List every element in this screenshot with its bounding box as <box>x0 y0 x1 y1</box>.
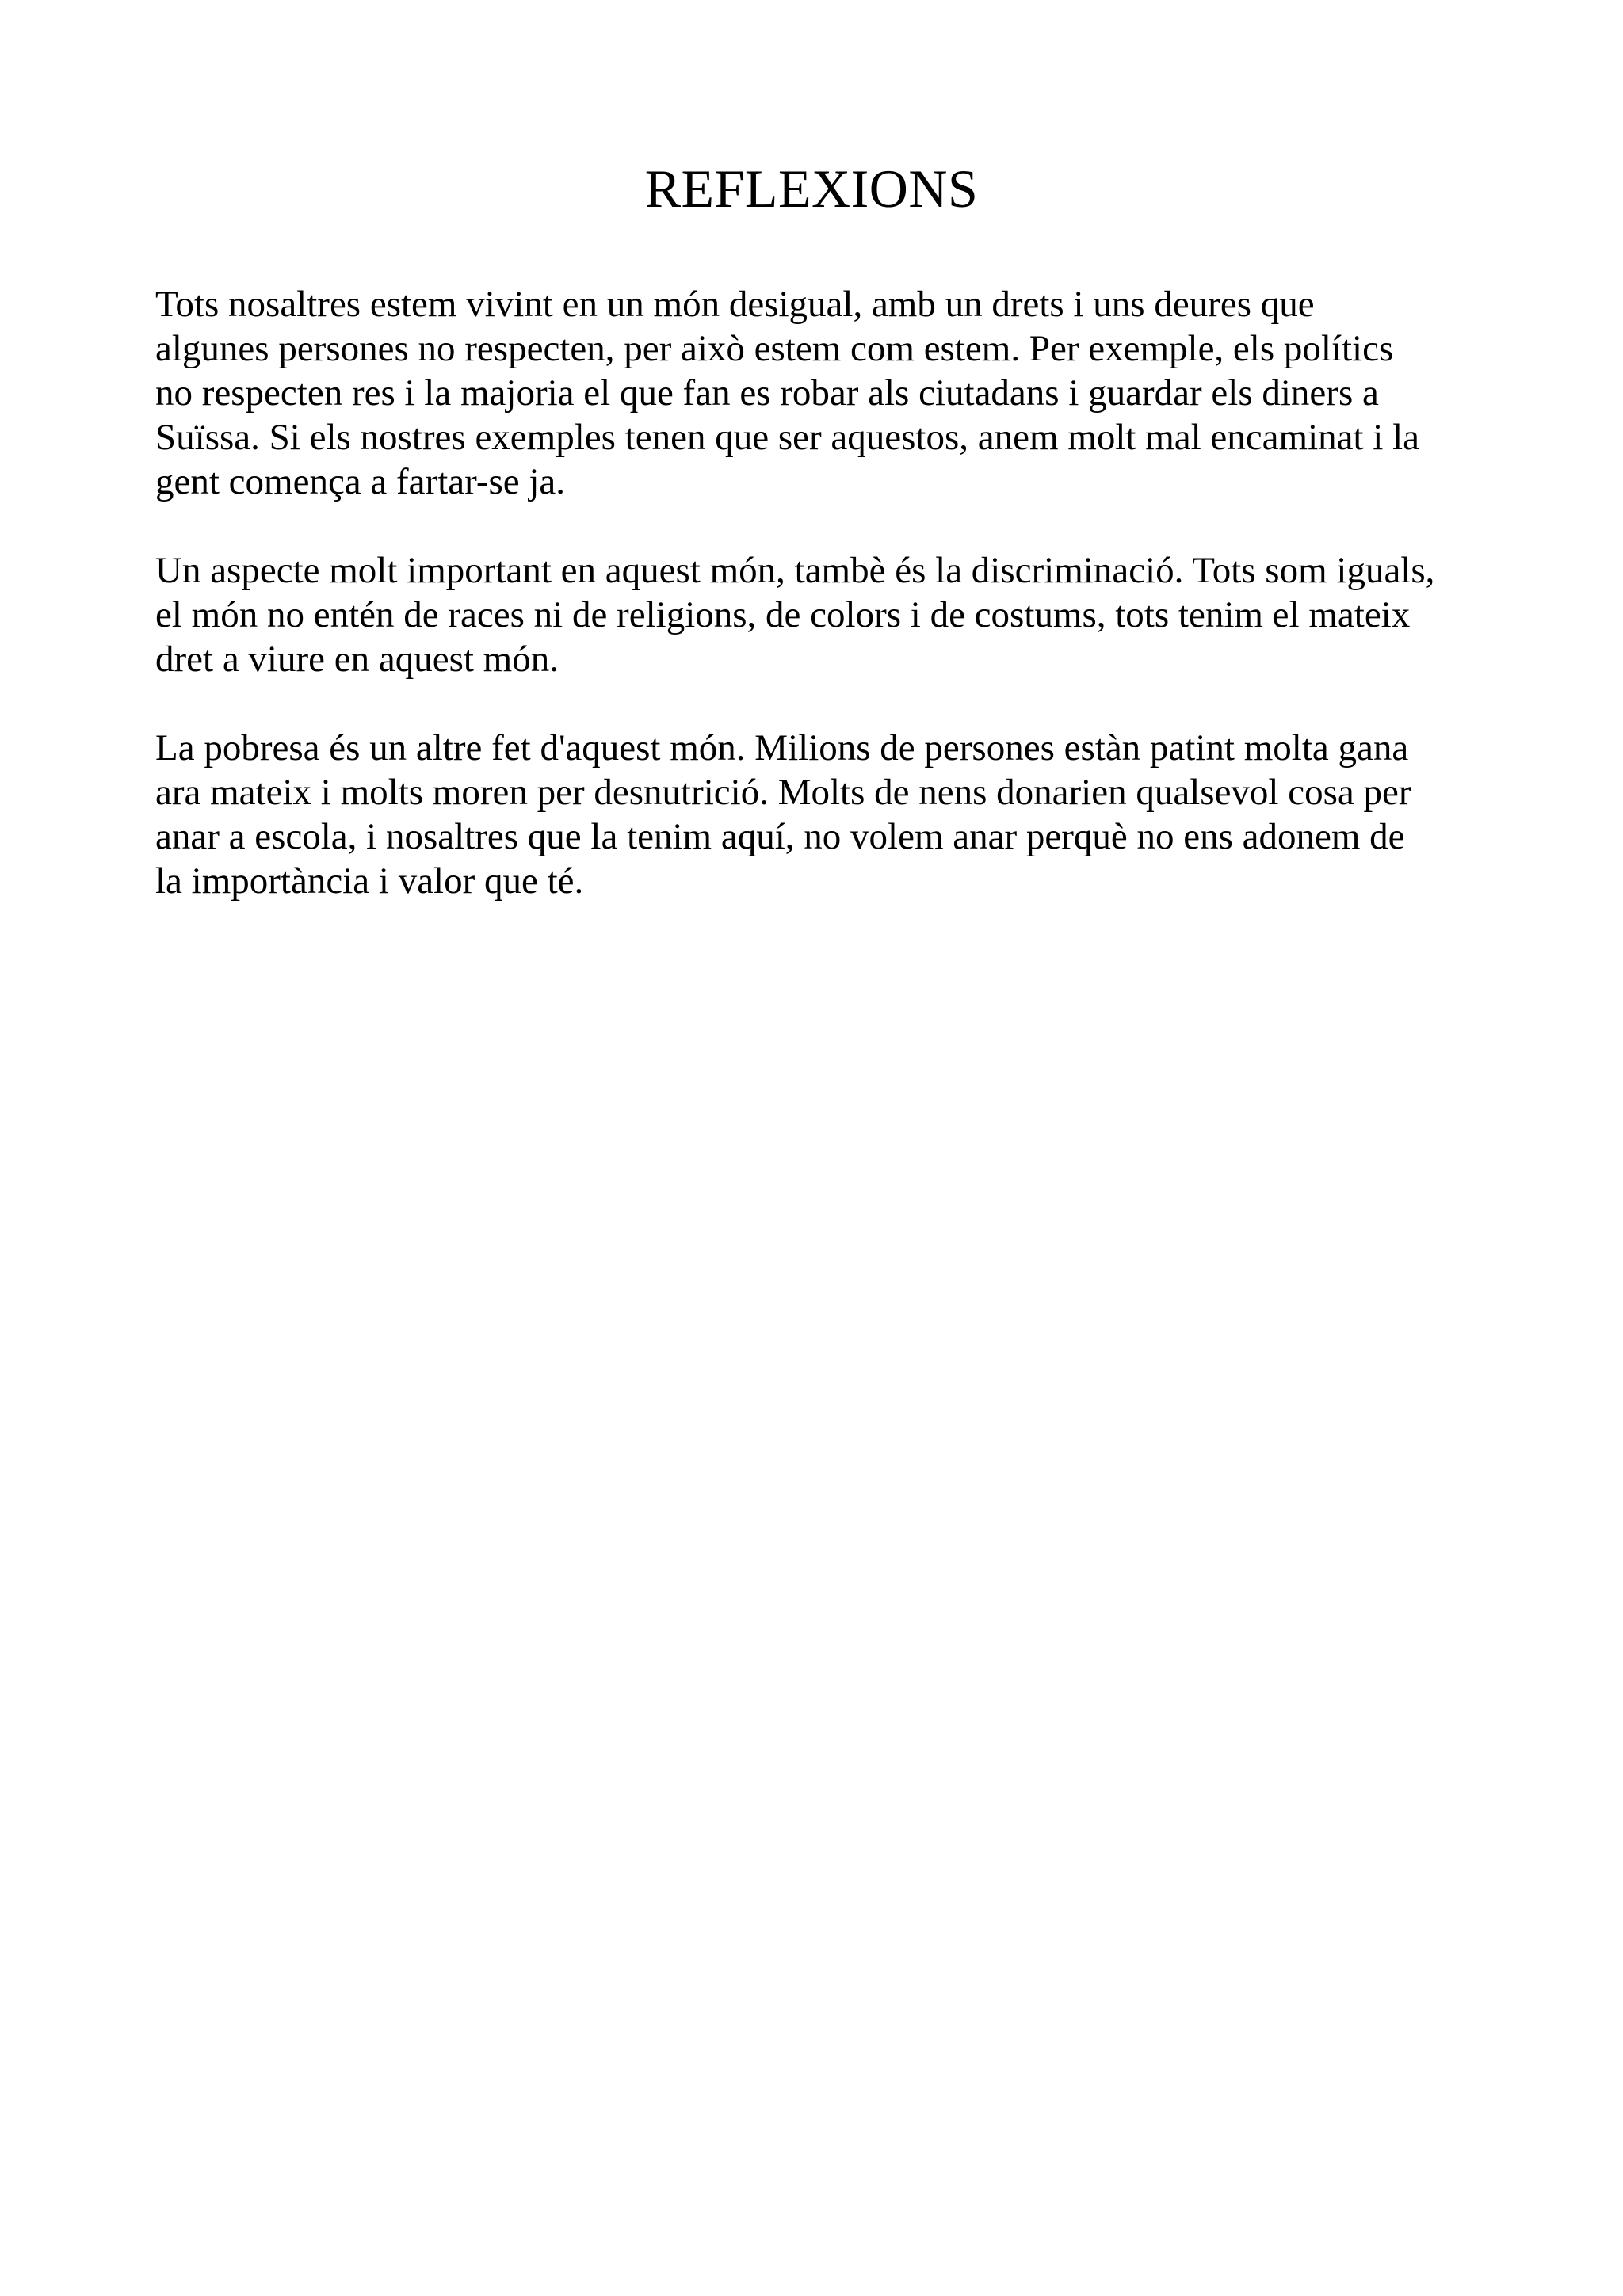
paragraph-line: gent comença a fartar-se ja. <box>155 461 566 502</box>
paragraph-line: el món no entén de races ni de religions, de colors i de costums, tots tenim el mateix <box>155 594 1411 635</box>
paragraph-2 <box>155 548 1503 681</box>
paragraph-line: dret a viure en aquest món. <box>155 639 559 680</box>
document-title: REFLEXIONS <box>644 158 979 219</box>
paragraph-line: no respecten res i la majoria el que fan es robar als ciutadans i guardar els diners a <box>155 372 1379 414</box>
paragraph-1 <box>155 282 1503 504</box>
paragraph-line: La pobresa és un altre fet d'aquest món. Milions de persones estàn patint molta gana <box>155 727 1409 769</box>
paragraph-line: Suïssa. Si els nostres exemples tenen que ser aquestos, anem molt mal encaminat i la <box>155 417 1420 458</box>
paragraph-line: Tots nosaltres estem vivint en un món desigual, amb un drets i uns deures que <box>155 284 1315 325</box>
paragraph-line: ara mateix i molts moren per desnutrició. Molts de nens donarien qualsevol cosa per <box>155 772 1411 813</box>
paragraph-line: algunes persones no respecten, per això estem com estem. Per exemple, els polítics <box>155 328 1394 369</box>
paragraph-3 <box>155 726 1503 903</box>
document-body <box>155 282 1503 948</box>
paragraph-line: la importància i valor que té. <box>155 860 584 902</box>
paragraph-line: Un aspecte molt important en aquest món, tambè és la discriminació. Tots som iguals, <box>155 550 1435 591</box>
paragraph-line: anar a escola, i nosaltres que la tenim aquí, no volem anar perquè no ens adonem de <box>155 816 1405 857</box>
